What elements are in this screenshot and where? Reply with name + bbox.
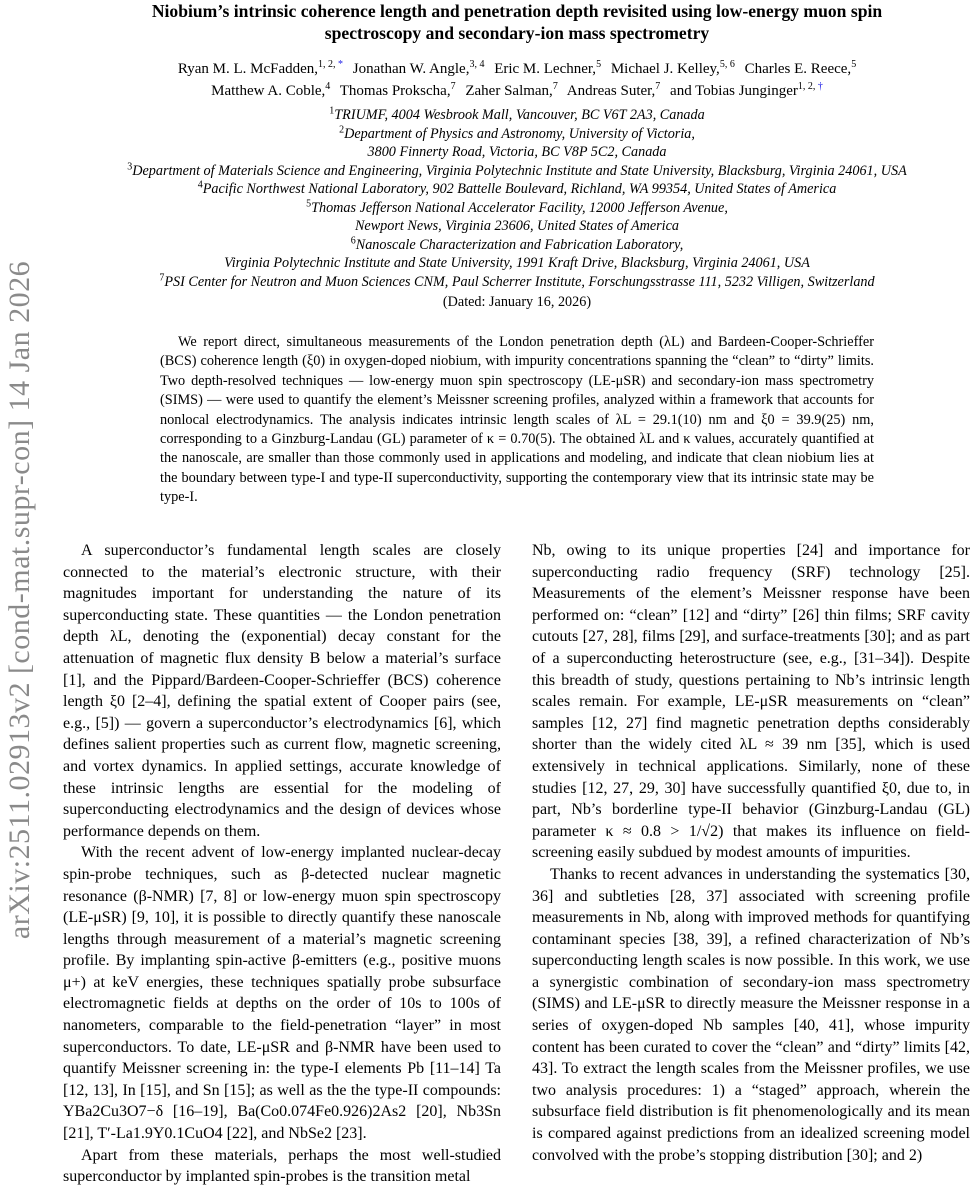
title-line-1: Niobium’s intrinsic coherence length and penetration depth revisited using low-energy muon spin (151, 1, 883, 21)
paper-header (62, 0, 972, 312)
author: Charles E. Reece,$^5$ (744, 59, 857, 77)
author: and Tobias Junginger$^{1, 2,}$ † (670, 81, 823, 99)
affiliation: $^5$Thomas Jefferson National Accelerator Facility, 12000 Jefferson Avenue, (306, 197, 728, 216)
dated-line: (Dated: January 16, 2026) (442, 294, 592, 310)
affiliation-list (62, 106, 972, 291)
body-paragraph: Apart from these materials, perhaps the most well-studied superconductor by implanted spin-probes is the transition metal (63, 1146, 501, 1186)
arxiv-stamp-text: arXiv:2511.02913v2 [cond-mat.supr-con] 14 Jan 2026 (3, 260, 37, 940)
author: Matthew A. Coble,$^4$ (211, 81, 331, 99)
body-paragraph: Nb, owing to its unique properties [24] and importance for superconducting radio frequency (SRF) technology [25]. Measurements of the element’s Meissner response have been performed on: “clean” [12] and “dirty” [26] thin films; SRF cavity cutouts [27, 28], films [29], and surface-treatments [30]; and as part of a superconducting heterostructure (see, e.g., [31–34]). Despite this breadth of study, questions pertaining to Nb’s intrinsic length scales remain. For example, LE-μSR measurements on “clean” samples [12, 27] find magnetic penetration depths considerably shorter than the widely cited λL ≈ 39 nm [35], which is used extensively in technical applications. Similarly, none of these studies [12, 27, 29, 30] have successfully quantified ξ0, due to, in part, Nb’s borderline type-II behavior (Ginzburg-Landau (GL) parameter κ ≈ 0.8 > 1/√2) that makes its influence on field-screening easily subdued by modest amounts of impurities. (532, 542, 970, 862)
paper-title (62, 0, 972, 44)
author: Jonathan W. Angle,$^{3, 4}$ (352, 59, 485, 77)
author: Andreas Suter,$^7$ (566, 81, 661, 99)
affiliation: $^4$Pacific Northwest National Laboratory, 902 Battelle Boulevard, Richland, WA 99354, United States of America (197, 179, 837, 197)
affiliation: $^3$Department of Materials Science and Engineering, Virginia Polytechnic Institute and State University, Blacksburg, Virginia 24061, USA (127, 160, 907, 179)
author: Eric M. Lechner,$^5$ (494, 59, 602, 77)
footnote-link[interactable]: † (815, 81, 823, 92)
footnote-link[interactable]: * (335, 59, 344, 70)
body-paragraph: A superconductor’s fundamental length scales are closely connected to the material’s electronic structure, with their magnitudes important for understanding the nature of its superconducting state. These quantities — the London penetration depth λL, denoting the (exponential) decay constant for the attenuation of magnetic flux density B below a material’s surface [1], and the Pippard/Bardeen-Cooper-Schrieffer (BCS) coherence length ξ0 [2–4], defining the spatial extent of Cooper pairs (see, e.g., [5]) — govern a superconductor’s electrodynamics [6], which defines salient properties such as current flow, magnetic screening, and vortex dynamics. In applied settings, accurate knowledge of these intrinsic lengths are essential for the modeling of superconducting electrodynamics and the design of devices whose performance depends on them. (63, 542, 501, 840)
author: Michael J. Kelley,$^{5, 6}$ (610, 59, 735, 77)
affiliation: $^7$PSI Center for Neutron and Muon Sciences CNM, Paul Scherrer Institute, Forschungsstrasse 111, 5232 Villigen, Switzerland (159, 271, 875, 290)
affiliation: 3800 Finnerty Road, Victoria, BC V8P 5C2, Canada (367, 144, 667, 160)
title-line-2: spectroscopy and secondary-ion mass spectrometry (324, 23, 710, 43)
author: Zaher Salman,$^7$ (465, 81, 558, 99)
author-list (62, 58, 972, 102)
body-column-left (63, 540, 501, 1188)
body-column-right (532, 540, 970, 1166)
affiliation: $^2$Department of Physics and Astronomy, University of Victoria, (339, 123, 695, 142)
author: Thomas Prokscha,$^7$ (339, 81, 456, 99)
author-line-1 (62, 58, 972, 80)
affiliation: $^6$Nanoscale Characterization and Fabrication Laboratory, (350, 234, 684, 253)
affiliation: Virginia Polytechnic Institute and State University, 1991 Kraft Drive, Blacksburg, Virginia 24061, USA (224, 255, 810, 271)
abstract-text: We report direct, simultaneous measurements of the London penetration depth (λL) and Bardeen-Cooper-Schrieffer (BCS) coherence length (ξ0) in oxygen-doped niobium, with impurity concentrations spanning the “clean” to “dirty” limits. Two depth-resolved techniques — low-energy muon spin spectroscopy (LE-μSR) and secondary-ion mass spectrometry (SIMS) — were used to quantify the element’s Meissner screening profiles, analyzed within a framework that accounts for nonlocal electrodynamics. The analysis indicates intrinsic length scales of λL = 29.1(10) nm and ξ0 = 39.9(25) nm, corresponding to a Ginzburg-Landau (GL) parameter of κ = 0.70(5). The obtained λL and κ values, accurately quantified at the nanoscale, are smaller than those commonly used in applications and modeling, and indicate that clean niobium lies at the boundary between type-I and type-II superconductivity, supporting the contemporary view that its intrinsic state may be type-I. (160, 334, 874, 506)
affiliation: $^1$TRIUMF, 4004 Wesbrook Mall, Vancouver, BC V6T 2A3, Canada (329, 105, 705, 123)
arxiv-identifier-stamp (2, 180, 38, 1020)
author-line-2 (62, 80, 972, 102)
abstract (160, 333, 874, 508)
affiliation: Newport News, Virginia 23606, United States of America (354, 218, 680, 234)
author: Ryan M. L. McFadden,$^{1, 2,}$ * (177, 59, 344, 77)
body-paragraph: Thanks to recent advances in understanding the systematics [30, 36] and subtleties [28, 37] associated with screening profile measurements in Nb, along with improved methods for quantifying contaminant species [38, 39], a refined characterization of Nb’s superconducting length scales is now possible. In this work, we use a synergistic combination of secondary-ion mass spectrometry (SIMS) and LE-μSR to directly measure the Meissner response in a series of oxygen-doped Nb samples [40, 41], whose impurity content has been curated to cover the “clean” and “dirty” limits [42, 43]. To extract the length scales from the Meissner profiles, we use two analysis procedures: 1) a “staged” approach, wherein the subsurface field distribution is fit phenomenologically and its mean is compared against predictions from an idealized screening model convolved with the probe’s stopping distribution [30]; and 2) (532, 865, 970, 1164)
body-paragraph: With the recent advent of low-energy implanted nuclear-decay spin-probe techniques, such as β-detected nuclear magnetic resonance (β-NMR) [7, 8] or low-energy muon spin spectroscopy (LE-μSR) [9, 10], it is possible to directly quantify these nanoscale lengths through measurement of a material’s magnetic screening profile. By implanting spin-active β-emitters (e.g., positive muons μ+) at keV energies, these techniques spatially probe subsurface electromagnetic fields at depths on the order of 10s to 100s of nanometers, comparable to the field-penetration “layer” in most superconductors. To date, LE-μSR and β-NMR have been used to quantify Meissner screening in: the type-I elements Pb [11–14] Ta [12, 13], In [15], and Sn [15]; as well as the the type-II compounds: YBa2Cu3O7−δ [16–19], Ba(Co0.074Fe0.926)2As2 [20], Nb3Sn [21], T′-La1.9Y0.1CuO4 [22], and NbSe2 [23]. (63, 844, 501, 1143)
